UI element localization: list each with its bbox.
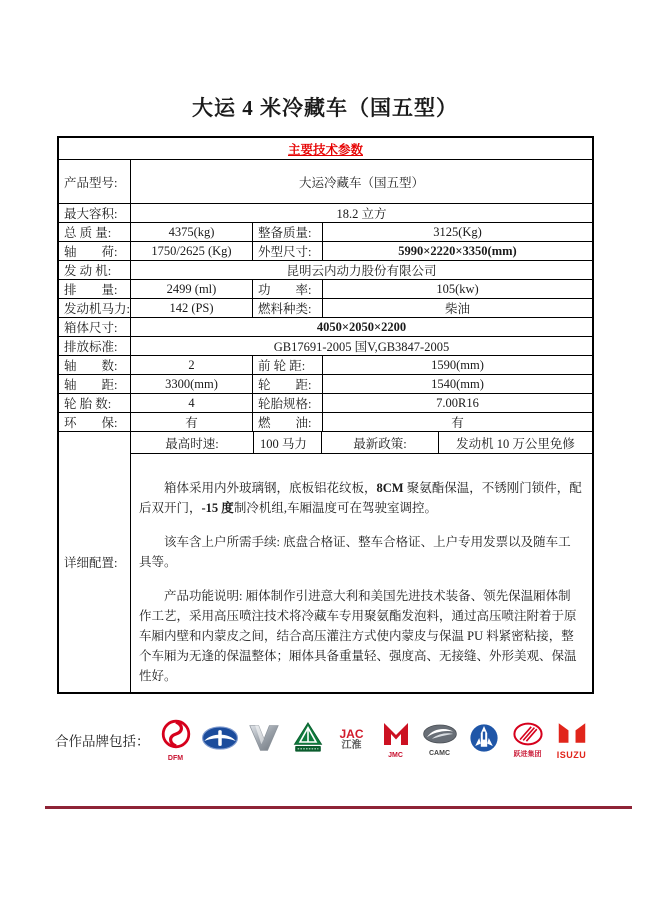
top-speed-value: 100 马力 — [253, 432, 321, 453]
spec-table — [57, 136, 594, 694]
product-model-label: 产品型号: — [64, 175, 118, 190]
row-max-volume — [59, 203, 592, 222]
brand-jac — [331, 713, 373, 767]
table-header-title: 主要技术参数 — [287, 142, 363, 157]
row-env — [59, 412, 592, 431]
row-tires — [59, 393, 592, 412]
axle-count-label: 轴 数: — [64, 359, 118, 373]
jac-logo-icon: JAC — [339, 727, 364, 741]
tire-count-value: 4 — [130, 394, 252, 412]
env-value: 有 — [130, 413, 252, 431]
row-axles — [59, 355, 592, 374]
outer-size-value: 5990×2220×3350(mm) — [322, 242, 592, 260]
fuel-label: 燃 油: — [252, 413, 322, 431]
box-size-value: 4050×2050×2200 — [130, 318, 592, 336]
emission-value: GB17691-2005 国V,GB3847-2005 — [130, 337, 592, 355]
engine-label: 发 动 机: — [64, 264, 112, 278]
row-mass — [59, 222, 592, 241]
policy-value: 发动机 10 万公里免修 — [438, 432, 592, 453]
brand-camc — [419, 713, 461, 767]
total-mass-label: 总 质 量: — [64, 226, 112, 240]
horsepower-value: 142 (PS) — [130, 299, 252, 317]
track-label: 轮 距: — [252, 375, 322, 393]
front-track-value: 1590(mm) — [322, 356, 592, 374]
details-content-cell — [130, 432, 592, 692]
top-speed-label: 最高时速: — [165, 436, 219, 451]
axle-load-label: 轴 荷: — [64, 245, 118, 259]
fuel-type-value: 柴油 — [322, 299, 592, 317]
page-title: 大运 4 米冷藏车（国五型） — [192, 96, 458, 120]
blue-rocket-logo-icon — [468, 722, 500, 759]
policy-label: 最新政策: — [321, 432, 438, 453]
horsepower-label: 发动机马力: — [64, 302, 130, 316]
silver-v-logo-icon — [248, 723, 280, 758]
details-paragraph-1: 箱体采用内外玻璃钢，底板铝花纹板，8CM 聚氨酯保温，不锈刚门锁件，配后双开门，-15 度制冷机组,车厢温度可在驾驶室调控。 — [139, 481, 582, 515]
brand-faw — [199, 713, 241, 767]
tire-spec-value: 7.00R16 — [322, 394, 592, 412]
row-horsepower — [59, 298, 592, 317]
table-header-row — [59, 138, 592, 159]
curb-mass-value: 3125(Kg) — [322, 223, 592, 241]
isuzu-label: ISUZU — [556, 749, 587, 760]
details-text-area — [131, 454, 592, 692]
row-details — [59, 431, 592, 692]
camc-logo-icon — [422, 723, 458, 750]
brand-yuejin — [507, 713, 549, 767]
camc-label: CAMC — [429, 749, 450, 757]
fuel-type-label: 燃料种类: — [252, 299, 322, 317]
emission-label: 排放标准: — [64, 340, 118, 354]
axle-count-value: 2 — [130, 356, 252, 374]
isuzu-logo-icon — [557, 721, 587, 750]
sinotruk-logo-icon — [292, 721, 324, 760]
row-displacement — [59, 279, 592, 298]
displacement-label: 排 量: — [64, 283, 118, 297]
brand-sinotruk — [287, 713, 329, 767]
yuejin-label: 跃进集团 — [513, 750, 542, 758]
tire-count-label: 轮 胎 数: — [64, 397, 112, 411]
dfm-label: DFM — [167, 754, 184, 762]
curb-mass-label: 整备质量: — [252, 223, 322, 241]
details-sub-row — [131, 432, 592, 454]
tire-spec-label: 轮胎规格: — [252, 394, 322, 412]
row-emission — [59, 336, 592, 355]
faw-logo-icon — [201, 725, 239, 756]
product-model-value: 大运冷藏车（国五型） — [130, 160, 592, 203]
engine-value: 昆明云内动力股份有限公司 — [130, 261, 592, 279]
brand-blue-rocket — [463, 713, 505, 767]
row-axle-load — [59, 241, 592, 260]
details-paragraph-3: 产品功能说明: 厢体制作引进意大利和美国先进技术装备、领先保温厢体制作工艺，采用高压喷注技术将冷藏车专用聚氨酯发泡料，通过高压喷注附着于原车厢内壁和内蒙皮之间，结合高压灌注方式使内蒙皮与保温 PU 料紧密粘接，整个车厢为无逢的保温整体；厢体具备重量轻、强度高、无接缝、外形美观、保温性好。 — [139, 589, 577, 683]
row-box-size — [59, 317, 592, 336]
power-value: 105(kw) — [322, 280, 592, 298]
total-mass-value: 4375(kg) — [130, 223, 252, 241]
dfm-logo-icon — [160, 718, 192, 755]
wheelbase-value: 3300(mm) — [130, 375, 252, 393]
brand-jmc — [375, 713, 417, 767]
max-volume-value: 18.2 立方 — [130, 204, 592, 222]
box-size-label: 箱体尺寸: — [64, 321, 118, 335]
track-value: 1540(mm) — [322, 375, 592, 393]
jmc-label: JMC — [388, 751, 403, 759]
jmc-logo-icon — [382, 721, 410, 752]
details-label: 详细配置: — [64, 556, 118, 570]
brand-isuzu — [551, 713, 593, 767]
outer-size-label: 外型尺寸: — [252, 242, 322, 260]
yuejin-logo-icon — [512, 722, 544, 751]
jac-label: 江淮 — [341, 740, 362, 751]
row-product-model — [59, 159, 592, 203]
env-label: 环 保: — [64, 416, 118, 430]
wheelbase-label: 轴 距: — [64, 378, 118, 392]
footer-divider-line — [45, 806, 632, 809]
details-paragraph-2: 该车含上户所需手续: 底盘合格证、整车合格证、上户专用发票以及随车工具等。 — [139, 535, 571, 569]
brand-silver-v — [243, 713, 285, 767]
displacement-value: 2499 (ml) — [130, 280, 252, 298]
max-volume-label: 最大容积: — [64, 207, 118, 221]
partner-brands-section — [55, 712, 615, 768]
fuel-value: 有 — [322, 413, 592, 431]
brand-dfm — [155, 713, 197, 767]
front-track-label: 前 轮 距: — [252, 356, 322, 374]
axle-load-value: 1750/2625 (Kg) — [130, 242, 252, 260]
power-label: 功 率: — [252, 280, 322, 298]
row-wheelbase — [59, 374, 592, 393]
partners-label: 合作品牌包括： — [55, 734, 150, 749]
row-engine — [59, 260, 592, 279]
